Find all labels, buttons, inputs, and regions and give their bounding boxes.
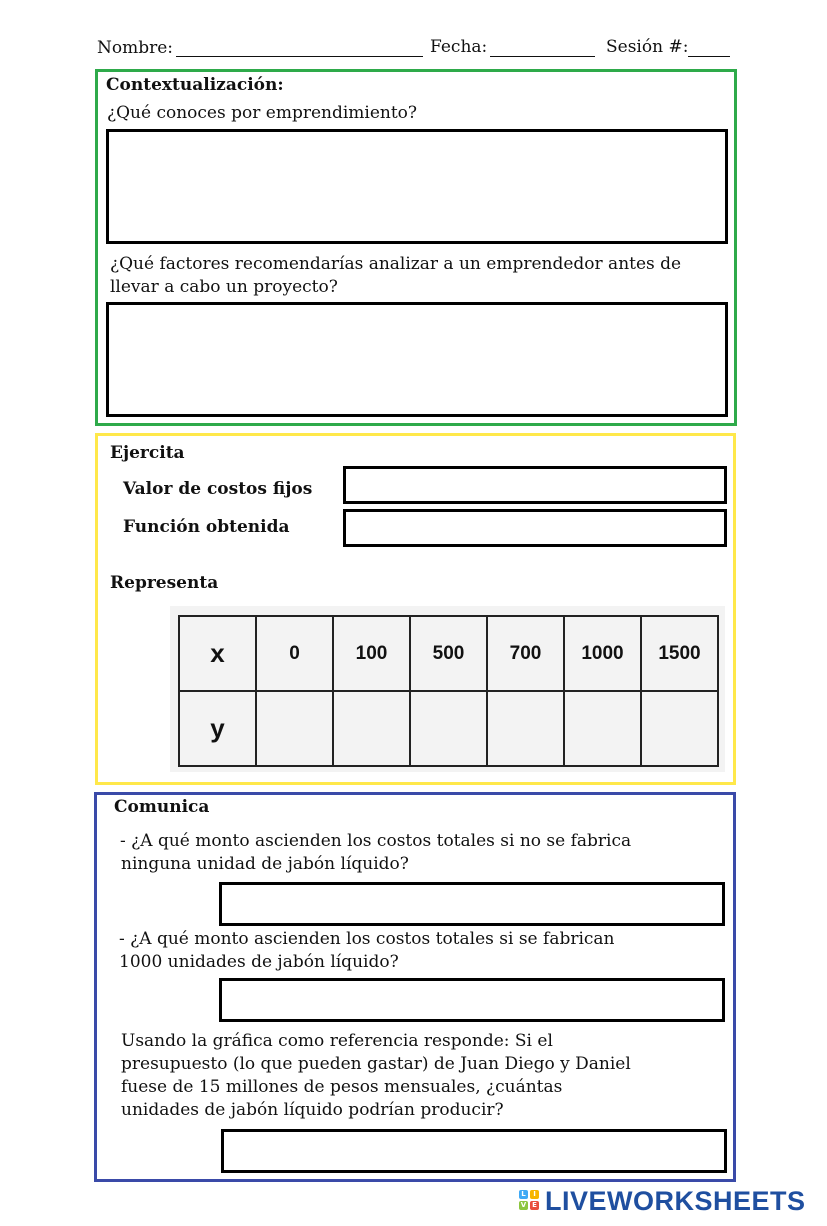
y-input-cell[interactable] bbox=[333, 691, 410, 766]
comunica-answer-2[interactable] bbox=[219, 978, 725, 1022]
contextualizacion-answer-2[interactable] bbox=[106, 302, 728, 417]
comunica-question-3-line-1: Usando la gráfica como referencia responde: Si el bbox=[121, 1031, 553, 1051]
x-value-cell: 500 bbox=[410, 616, 487, 691]
x-value-cell: 700 bbox=[487, 616, 564, 691]
comunica-question-3-line-4: unidades de jabón líquido podrían producir? bbox=[121, 1100, 504, 1120]
liveworksheets-logo-icon: L I V E bbox=[519, 1190, 541, 1212]
table-row-y bbox=[179, 691, 718, 766]
contextualizacion-question-2-line-1: ¿Qué factores recomendarías analizar a un emprendedor antes de bbox=[110, 254, 682, 274]
y-input-cell[interactable] bbox=[641, 691, 718, 766]
x-value-cell: 0 bbox=[256, 616, 333, 691]
x-header-cell: x bbox=[179, 616, 256, 691]
comunica-title: Comunica bbox=[114, 797, 210, 817]
y-input-cell[interactable] bbox=[487, 691, 564, 766]
comunica-answer-3[interactable] bbox=[221, 1129, 727, 1173]
y-input-cell[interactable] bbox=[564, 691, 641, 766]
comunica-answer-1[interactable] bbox=[219, 882, 725, 926]
contextualizacion-title: Contextualización: bbox=[106, 75, 284, 95]
function-input[interactable] bbox=[343, 509, 727, 547]
fecha-field[interactable] bbox=[490, 56, 595, 57]
y-input-cell[interactable] bbox=[256, 691, 333, 766]
nombre-field[interactable] bbox=[176, 56, 423, 57]
comunica-question-2-line-2: 1000 unidades de jabón líquido? bbox=[119, 952, 399, 972]
ejercita-title: Ejercita bbox=[110, 443, 185, 463]
contextualizacion-question-2-line-2: llevar a cabo un proyecto? bbox=[110, 277, 338, 297]
nombre-label: Nombre: bbox=[97, 38, 174, 58]
represent-title: Representa bbox=[110, 573, 219, 593]
liveworksheets-brand: LIVEWORKSHEETS bbox=[545, 1186, 806, 1216]
fixed-costs-label: Valor de costos fijos bbox=[123, 479, 313, 499]
y-header-cell: y bbox=[179, 691, 256, 766]
x-value-cell: 1000 bbox=[564, 616, 641, 691]
comunica-question-3-line-3: fuese de 15 millones de pesos mensuales, ¿cuántas bbox=[121, 1077, 563, 1097]
y-input-cell[interactable] bbox=[410, 691, 487, 766]
x-value-cell: 1500 bbox=[641, 616, 718, 691]
xy-table bbox=[178, 615, 719, 767]
fixed-costs-input[interactable] bbox=[343, 466, 727, 504]
function-label: Función obtenida bbox=[123, 517, 290, 537]
fecha-label: Fecha: bbox=[430, 37, 488, 57]
comunica-question-3-line-2: presupuesto (lo que pueden gastar) de Juan Diego y Daniel bbox=[121, 1054, 631, 1074]
comunica-question-1-line-1: - ¿A qué monto ascienden los costos totales si no se fabrica bbox=[120, 831, 632, 851]
contextualizacion-question-1: ¿Qué conoces por emprendimiento? bbox=[107, 103, 418, 123]
comunica-question-1-line-2: ninguna unidad de jabón líquido? bbox=[121, 854, 409, 874]
contextualizacion-answer-1[interactable] bbox=[106, 129, 728, 244]
table-row-x bbox=[179, 616, 718, 691]
sesion-field[interactable] bbox=[688, 56, 730, 57]
x-value-cell: 100 bbox=[333, 616, 410, 691]
comunica-question-2-line-1: - ¿A qué monto ascienden los costos totales si se fabrican bbox=[119, 929, 615, 949]
sesion-label: Sesión #: bbox=[606, 37, 689, 57]
